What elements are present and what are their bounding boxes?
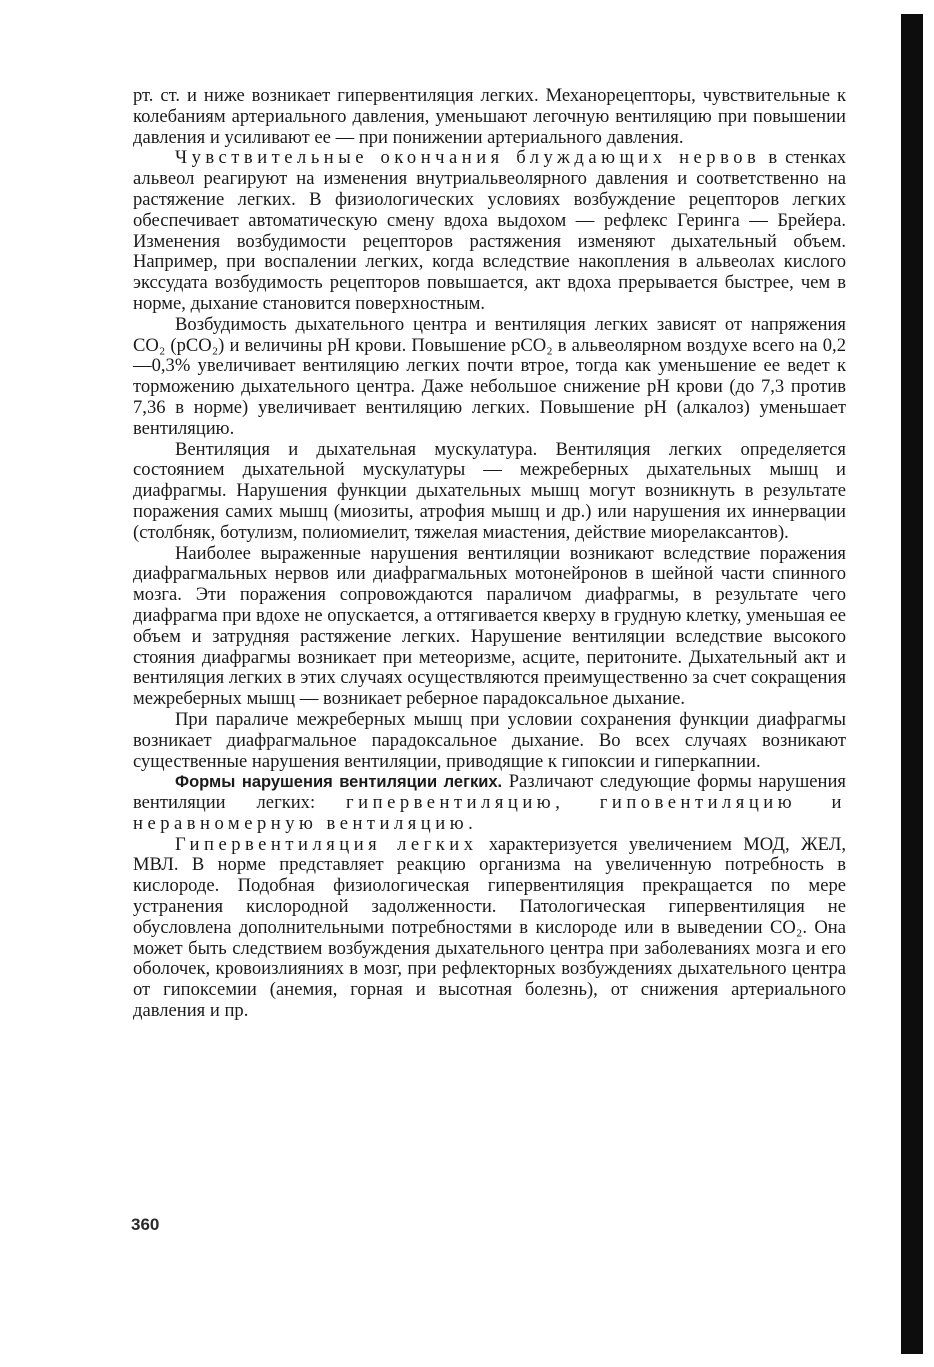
paragraph-text: характеризуется увеличением МОД, ЖЕЛ, МВЛ. В норме представляет реакцию организма на увеличенную потребность в кислороде. Подобная физиологическая гипервентиляция прекращается по мере устранения кислородной задолженности. Патологическая гипервентиляция не обусловлена дополнительными потребностями в кислороде или в выведении CO₂. Она может быть следствием возбуждения дыхательного центра при заболеваниях мозга и его оболочек, кровоизлияниях в мозг, при рефлекторных возбуждениях дыхательного центра от гипоксемии (анемия, горная и высотная болезнь), от снижения артериального давления и пр. xyxy=(133,833,846,1022)
page-edge-shadow xyxy=(901,14,923,1354)
section-heading: Формы нарушения вентиляции легких. xyxy=(175,773,503,792)
paragraph-spaced-terms: гипервентиляцию, гиповентиляцию и неравномерную вентиляцию. xyxy=(133,792,846,834)
paragraph-4 xyxy=(133,440,846,544)
paragraph-text: Вентиляция и дыхательная мускулатура. Вентиляция легких определяется состоянием дыхательной мускулатуры — межреберных дыхательных мышц и диафрагмы. Нарушения функции дыхательных мышц могут возникнуть в результате поражения самих мышц (миозиты, атрофия мышц и др.) или нарушения их иннервации (столбняк, ботулизм, полиомиелит, тяжелая миастения, действие миорелаксантов). xyxy=(133,438,846,543)
paragraph-5 xyxy=(133,544,846,710)
paragraph-6 xyxy=(133,710,846,772)
paragraph-8 xyxy=(133,835,846,1022)
paragraph-3 xyxy=(133,315,846,440)
paragraph-text: Различают следующие формы нарушения вентиляции легких: xyxy=(133,771,846,814)
paragraph-spaced-lead: Гипервентиляция легких xyxy=(175,833,478,855)
paragraph-text: в стенках альвеол реагируют на изменения внутриальвеолярного давления и соответственно на растяжение легких. В физиологических условиях возбуждение рецепторов легких обеспечивает автоматическую смену вдоха выдохом — рефлекс Геринга — Брейера. Изменения возбудимости рецепторов растяжения изменяют дыхательный объем. Например, при воспалении легких, когда вследствие накопления в альвеолах кислого экссудата возбудимость рецепторов повышается, акт вдоха прерывается быстрее, чем в норме, дыхание становится поверхностным. xyxy=(133,147,847,314)
paragraph-text: При параличе межреберных мышц при условии сохранения функции диафрагмы возникает диафрагмальное парадоксальное дыхание. Во всех случаях возникают существенные нарушения вентиляции, приводящие к гипоксии и гиперкапнии. xyxy=(133,708,846,772)
paragraph-7 xyxy=(133,772,846,834)
paragraph-spaced-lead: Чувствительные окончания блуждающих нервов xyxy=(175,147,761,169)
page-body xyxy=(133,86,846,1022)
paragraph-2 xyxy=(133,148,846,314)
paragraph-text: Возбудимость дыхательного центра и вентиляция легких зависят от напряжения CO₂ (pCO₂) и величины pH крови. Повышение pCO₂ в альвеолярном воздухе всего на 0,2—0,3% увеличивает вентиляцию легких почти втрое, тогда как уменьшение ее ведет к торможению дыхательного центра. Даже небольшое снижение pH крови (до 7,3 против 7,36 в норме) увеличивает вентиляцию легких. Повышение pH (алкалоз) уменьшает вентиляцию. xyxy=(133,313,846,439)
paragraph-text: рт. ст. и ниже возникает гипервентиляция легких. Механорецепторы, чувствительные к колебаниям артериального давления, уменьшают легочную вентиляцию при повышении давления и усиливают ее — при понижении артериального давления. xyxy=(133,85,846,148)
paragraph-text: Наиболее выраженные нарушения вентиляции возникают вследствие поражения диафрагмальных нервов или диафрагмальных мотонейронов в шейной части спинного мозга. Эти поражения сопровождаются параличом диафрагмы, в результате чего диафрагма при вдохе не опускается, а оттягивается кверху в грудную клетку, уменьшая ее объем и затрудняя растяжение легких. Нарушение вентиляции вследствие высокого стояния диафрагмы возникает при метеоризме, асците, перитоните. Дыхательный акт и вентиляция легких в этих случаях осуществляются преимущественно за счет сокращения межреберных мышц — возникает реберное парадоксальное дыхание. xyxy=(133,542,846,710)
page-number: 360 xyxy=(131,1215,160,1234)
paragraph-1 xyxy=(133,86,846,148)
